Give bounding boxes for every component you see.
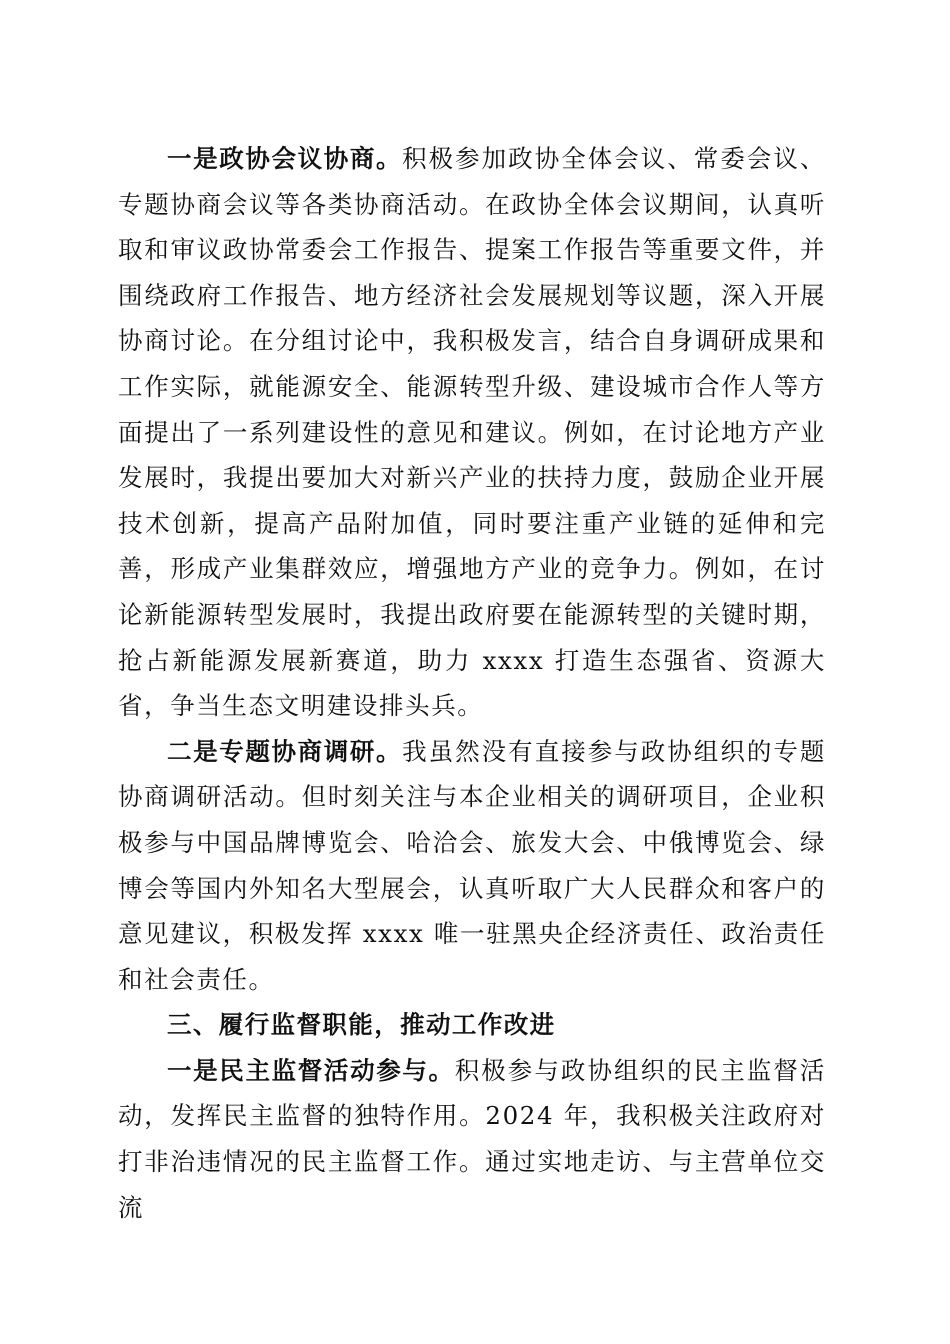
paragraph-text: 积极参加政协全体会议、常委会议、专题协商会议等各类协商活动。在政协全体会议期间，认真听取和审议政协常委会工作报告、提案工作报告等重要文件，并围绕政府工作报告、地方经济社会发展规划等议题，深入开展协商讨论。在分组讨论中，我积极发言，结合自身调研成果和工作实际，就能源安全、能源转型升级、建设城市合作人等方面提出了一系列建设性的意见和建议。例如，在讨论地方产业发展时，我提出要加大对新兴产业的扶持力度，鼓励企业开展技术创新，提高产品附加值，同时要注重产业链的延伸和完善，形成产业集群效应，增强地方产业的竞争力。例如，在讨论新能源转型发展时，我提出政府要在能源转型的关键时期，抢占新能源发展新赛道，助力 xxxx 打造生态强省、资源大省，争当生态文明建设排头兵。 [118, 144, 826, 721]
paragraph-text: 积极参与政协组织的民主监督活动，发挥民主监督的独特作用。2024 年，我积极关注政府对打非治违情况的民主监督工作。通过实地走访、与主营单位交流 [118, 1055, 827, 1222]
paragraph-lead: 一是民主监督活动参与。 [167, 1055, 455, 1085]
paragraph-lead: 一是政协会议协商。 [167, 144, 403, 173]
section-heading: 三、履行监督职能，推动工作改进 [167, 1010, 556, 1040]
document-body [118, 136, 826, 1230]
paragraph-political-consultation-meetings [118, 136, 826, 729]
paragraph-special-consultation-research [118, 729, 826, 1003]
paragraph-democratic-supervision [118, 1048, 826, 1230]
paragraph-text: 我虽然没有直接参与政协组织的专题协商调研活动。但时刻关注与本企业相关的调研项目，企业积极参与中国品牌博览会、哈洽会、旅发大会、中俄博览会、绿博会等国内外知名大型展会，认真听取广大人民群众和客户的意见建议，积极发挥 xxxx 唯一驻黑央企经济责任、政治责任和社会责任。 [118, 736, 826, 994]
paragraph-lead: 二是专题协商调研。 [167, 736, 403, 766]
